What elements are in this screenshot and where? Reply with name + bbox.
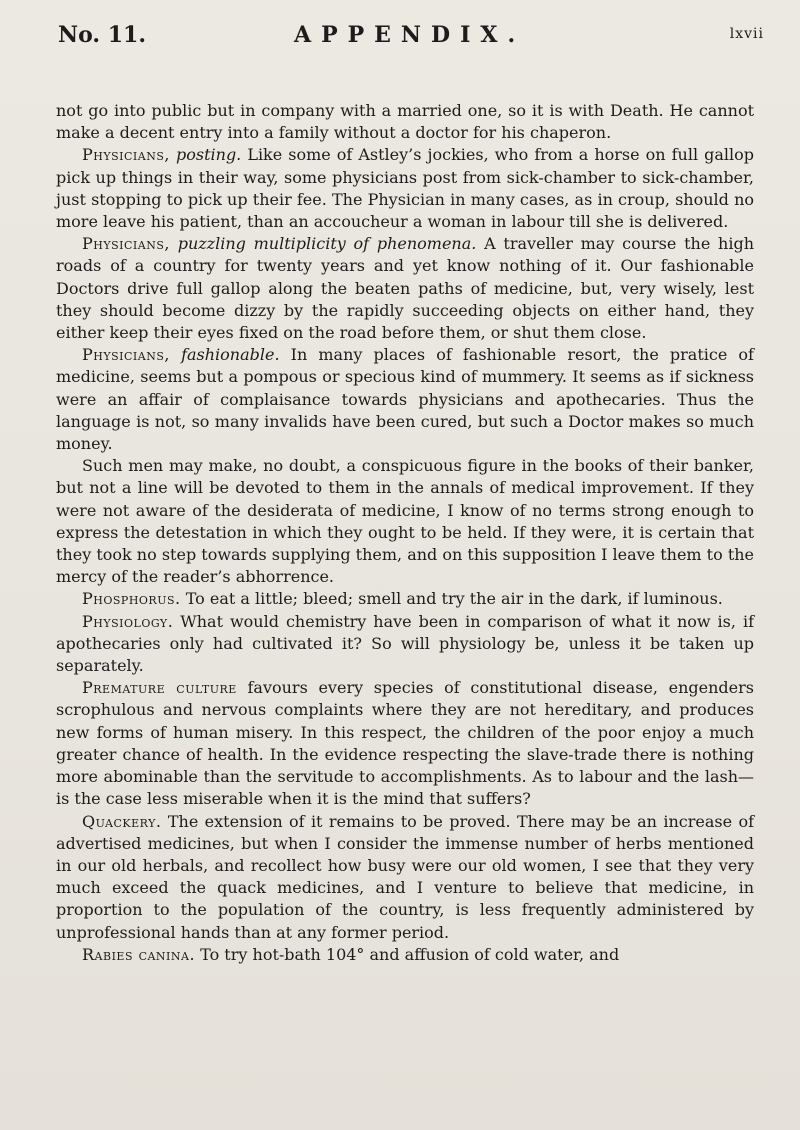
- entry-head: Rabies canina.: [82, 944, 196, 964]
- paragraph-text: not go into public but in company with a married one, so it is with Death. He cannot make a decent entry into a family without a doctor for his chaperon.: [56, 101, 754, 143]
- entry-head: Physicians,: [82, 234, 170, 254]
- entry-subhead: posting.: [176, 145, 242, 165]
- running-header: [58, 22, 764, 62]
- paragraph: [56, 455, 754, 588]
- paragraph-text: To try hot-bath 104° and affusion of cold water, and: [200, 944, 620, 964]
- header-page-number: lxvii: [729, 26, 764, 42]
- entry-head: Premature culture: [82, 678, 237, 698]
- paragraph: [56, 611, 754, 678]
- paragraph-text: A traveller may course the high roads of a country for twenty years and yet know nothing of it. Our fashionable Doctors drive full gallop along the beaten paths of medicine, but, very wisely, lest they should become dizzy by the rapidly succeeding objects on either hand, they either keep their eyes fixed on the road before them, or shut them close.: [56, 234, 754, 343]
- paragraph-text: To eat a little; bleed; smell and try the air in the dark, if luminous.: [185, 589, 723, 609]
- paragraph-text: What would chemistry have been in comparison of what it now is, if apothecaries only had cultivated it? So will physiology be, unless it be taken up separately.: [56, 611, 754, 676]
- paragraph-text: The extension of it remains to be proved. There may be an increase of advertised medicines, but when I consider the immense number of herbs mentioned in our old herbals, and recollect how busy were our old women, I see that they very much exceed the quack medicines, and I venture to believe that medicine, in proportion to the population of the country, is less frequently administered by unprofessional hands than at any former period.: [56, 811, 755, 942]
- entry-subhead: puzzling multiplicity of phenomena.: [177, 234, 477, 254]
- header-number: No. 11.: [58, 22, 146, 48]
- entry-head: Quackery.: [82, 811, 162, 831]
- entry-head: Physicians,: [82, 345, 170, 365]
- paragraph-text: Such men may make, no doubt, a conspicuous figure in the books of their banker, but not a line will be devoted to them in the annals of medical improvement. If they were not aware of the desiderata of medicine, I know of no terms strong enough to express the detestation in which they ought to be held. If they were, it is certain that they took no step towards supplying them, and on this supposition I leave them to the mercy of the reader’s abhorrence.: [56, 456, 755, 587]
- paragraph: [56, 144, 754, 233]
- paragraph: [56, 100, 754, 144]
- paragraph: [56, 344, 754, 455]
- entry-head: Physicians,: [82, 145, 170, 165]
- entry-subhead: fashionable.: [181, 345, 280, 365]
- paragraph-text: In many places of fashionable resort, the pratice of medicine, seems but a pompous or specious kind of mummery. It seems as if sickness were an affair of complaisance towards physicians and apothecaries. Thus the language is not, so many invalids have been cured, but such a Doctor makes so much money.: [56, 345, 754, 454]
- paragraph: [56, 588, 754, 610]
- paragraph-text: Like some of Astley’s jockies, who from a horse on full gallop pick up things in their way, some physicians post from sick-chamber to sick-chamber, just stopping to pick up their fee. The Physician in many cases, as in croup, should no more leave his patient, than an accoucheur a woman in labour till she is delivered.: [56, 145, 754, 232]
- header-title: APPENDIX.: [294, 22, 526, 48]
- paragraph: [56, 811, 754, 944]
- paragraph: [56, 677, 754, 810]
- paragraph-text: favours every species of constitutional disease, engenders scrophulous and nervous complaints where they are not hereditary, and produces new forms of human misery. In this respect, the children of the poor enjoy a much greater chance of health. In the evidence respecting the slave-trade there is nothing more abominable than the servitude to accomplishments. As to labour and the lash—is the case less miserable when it is the mind that suffers?: [56, 678, 754, 809]
- entry-head: Phosphorus.: [82, 589, 181, 609]
- paragraph: [56, 944, 754, 966]
- page-body: [56, 100, 754, 966]
- paragraph: [56, 233, 754, 344]
- entry-head: Physiology.: [82, 611, 174, 631]
